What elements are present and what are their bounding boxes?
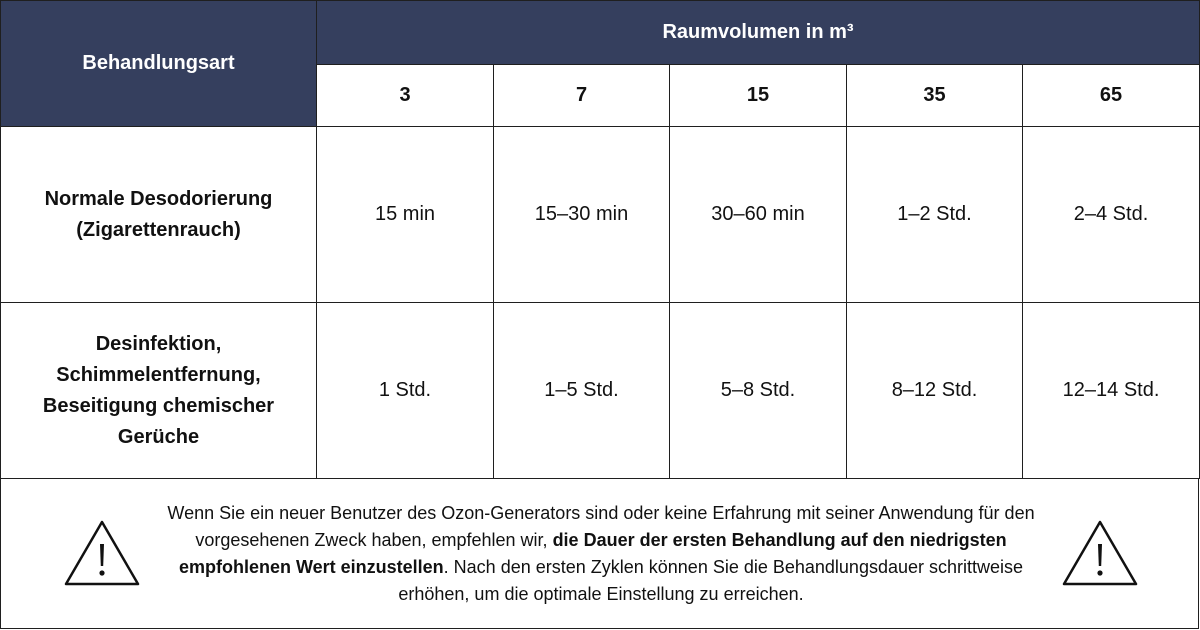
treatment-label [1,127,317,303]
duration-cell: 15 min [317,127,494,303]
group-header-cell [317,1,1200,65]
volume-header: 65 [1023,65,1200,127]
volume-header: 3 [317,65,494,127]
table-row [1,303,1200,479]
warning-icon [1061,518,1139,588]
volume-header: 35 [847,65,1023,127]
duration-cell: 2–4 Std. [1023,127,1200,303]
treatment-label-line: (Zigarettenrauch) [76,218,241,241]
treatment-label-line: Schimmelentfernung, [56,363,261,386]
treatment-label-line: Desinfektion, [95,332,222,355]
duration-cell: 5–8 Std. [670,303,847,479]
treatment-label-line: Normale Desodorierung [44,187,273,210]
treatment-label [1,303,317,479]
advice-text-bold: die Dauer der ersten Behandlung auf den niedrigsten empfohlenen Wert einzustellen [178,530,1007,577]
row-header-label: Behandlungsart [82,52,235,74]
duration-cell: 1 Std. [317,303,494,479]
group-header-label: Raumvolumen in m³ [662,21,854,43]
row-header-cell [1,1,317,127]
warning-icon [63,518,141,588]
advice-text-part1: Wenn Sie ein neuer Benutzer des Ozon-Generators sind oder keine Erfahrung mit seiner Anwendung für den vorgesehenen Zweck haben, empfehlen wir, [167,503,1035,550]
volume-header: 15 [670,65,847,127]
volume-header: 7 [494,65,670,127]
treatment-label-line: Beseitigung chemischer [42,394,275,417]
duration-cell: 30–60 min [670,127,847,303]
duration-cell: 1–5 Std. [494,303,670,479]
duration-cell: 15–30 min [494,127,670,303]
table-row [1,127,1200,303]
duration-cell: 8–12 Std. [847,303,1023,479]
advice-text-part2: . Nach den ersten Zyklen können Sie die Behandlungsdauer schrittweise erhöhen, um die optimale Einstellung zu erreichen. [398,557,1024,604]
duration-cell: 12–14 Std. [1023,303,1200,479]
treatment-label-line: Gerüche [117,425,200,448]
duration-cell: 1–2 Std. [847,127,1023,303]
advice-text [151,500,1051,608]
advice-note [0,478,1199,629]
